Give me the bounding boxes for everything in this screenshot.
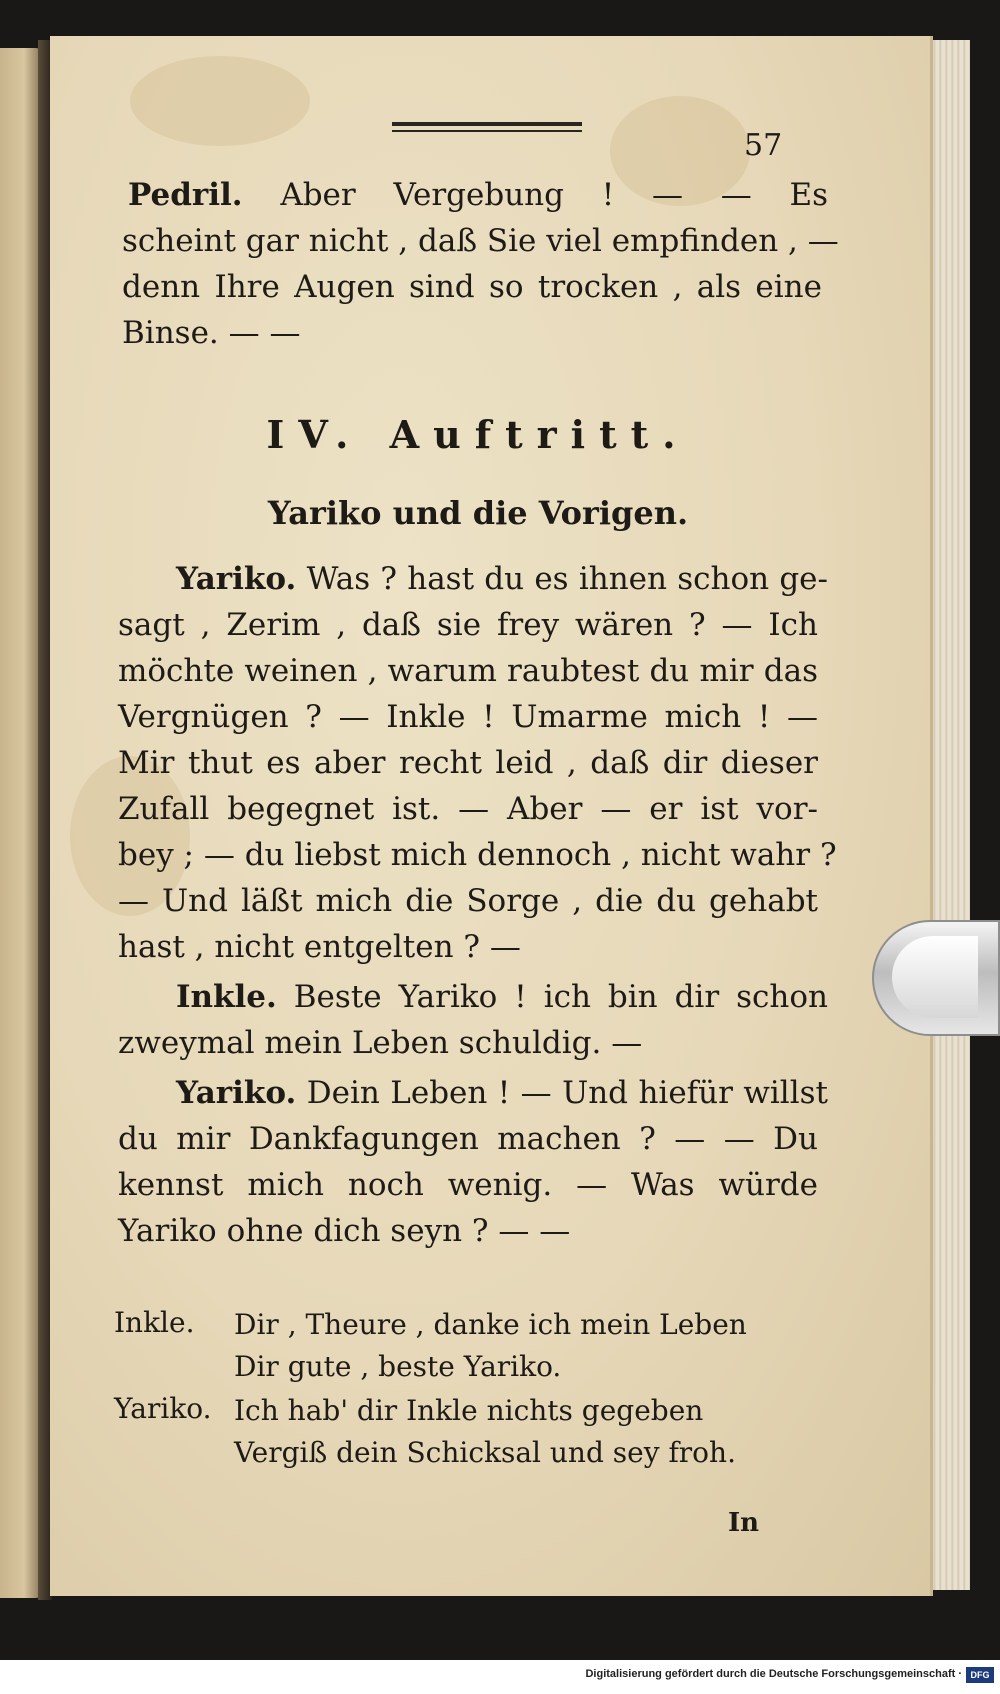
prose-line: Yariko. Was ? hast du es ihnen schon ge- [176, 561, 828, 597]
scene-subheading: Yariko und die Vorigen. [267, 494, 689, 532]
verse-line: Ich hab' dir Inkle nichts gegeben [234, 1394, 704, 1427]
prose-line: zweymal mein Leben schuldig. — [118, 1025, 643, 1061]
page-clip [872, 920, 1000, 1036]
prose-line: scheint gar nicht , daß Sie viel empfinden , — [122, 223, 839, 259]
speaker-name: Yariko. [176, 1075, 297, 1111]
page-block-edges [930, 40, 970, 1590]
prose-line: Yariko ohne dich seyn ? — — [118, 1213, 571, 1249]
footer-bar [0, 1660, 1000, 1694]
verse-speaker: Yariko. [114, 1392, 212, 1425]
verse-line: Vergiß dein Schicksal und sey froh. [234, 1436, 736, 1469]
prose-line: — Und läßt mich die Sorge , die du gehabt [118, 883, 818, 919]
prose-line: sagt , Zerim , daß sie frey wären ? — Ich [118, 607, 818, 643]
prose-line: Pedril. Aber Vergebung ! — — Es [128, 177, 828, 213]
scene-heading: IV. Auftritt. [266, 412, 690, 457]
speaker-name: Yariko. [176, 561, 297, 597]
prose-line: möchte weinen , warum raubtest du mir das [118, 653, 818, 689]
prose-line: hast , nicht entgelten ? — [118, 929, 521, 965]
prose-line: Inkle. Beste Yariko ! ich bin dir schon [176, 979, 828, 1015]
dfg-logo: DFG [966, 1667, 994, 1683]
prose-line: Vergnügen ? — Inkle ! Umarme mich ! — [118, 699, 818, 735]
prose-line: bey ; — du liebst mich dennoch , nicht wahr ? [118, 837, 837, 873]
prose-line: du mir Dankfagungen machen ? — — Du [118, 1121, 818, 1157]
prose-line: denn Ihre Augen sind so trocken , als eine [122, 269, 822, 305]
prose-line: kennst mich noch wenig. — Was würde [118, 1167, 818, 1203]
speaker-name: Pedril. [128, 177, 243, 213]
catchword: In [728, 1508, 760, 1538]
funding-credit: Digitalisierung gefördert durch die Deutsche Forschungsgemeinschaft · [585, 1668, 962, 1680]
prose-line: Zufall begegnet ist. — Aber — er ist vor- [118, 791, 818, 827]
page-number: 57 [744, 128, 783, 163]
verse-speaker: Inkle. [114, 1306, 195, 1339]
verse-line: Dir , Theure , danke ich mein Leben [234, 1308, 747, 1341]
prose-line: Binse. — — [122, 315, 301, 351]
prose-line: Mir thut es aber recht leid , daß dir dieser [118, 745, 818, 781]
speaker-name: Inkle. [176, 979, 277, 1015]
prose-line: Yariko. Dein Leben ! — Und hiefür willst [176, 1075, 829, 1111]
facing-page-edge [0, 48, 40, 1598]
paper-stain [130, 56, 310, 146]
header-rule [392, 122, 582, 132]
verse-line: Dir gute , beste Yariko. [234, 1350, 562, 1383]
